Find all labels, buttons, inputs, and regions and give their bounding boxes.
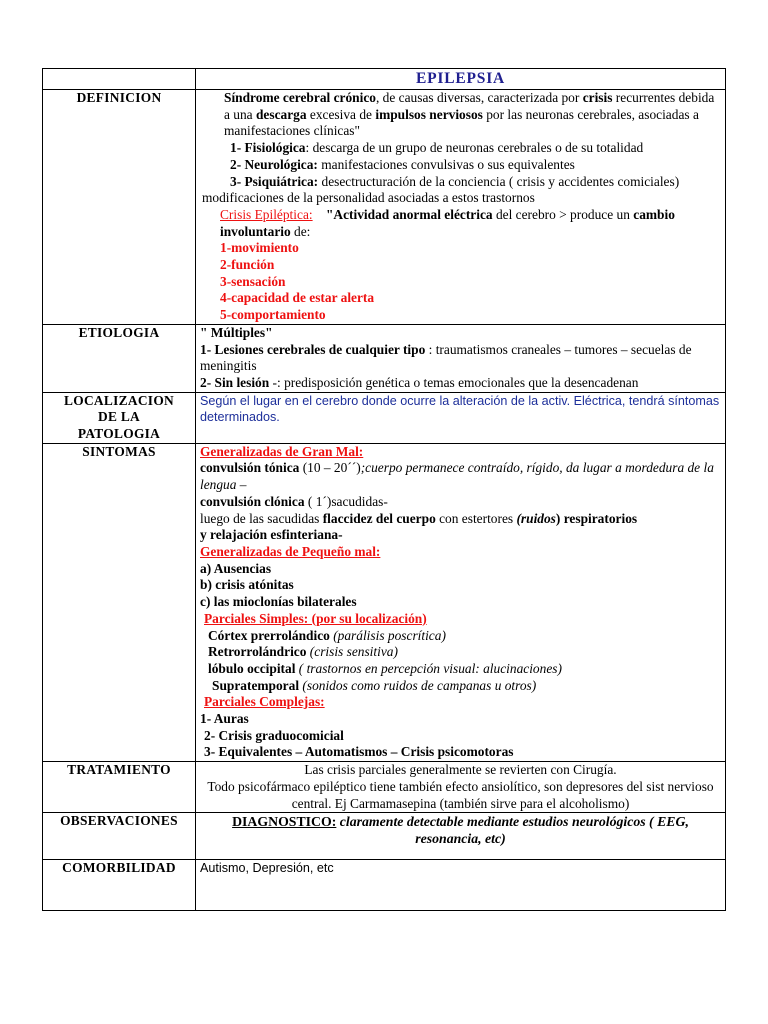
definicion-psiquiatrica — [202, 174, 719, 207]
parciales-simples-heading: Parciales Simples: (por su localización) — [204, 610, 427, 626]
crisis-items — [220, 240, 719, 324]
definicion-fisiologica — [224, 140, 719, 157]
crisis-epileptica-text: del cerebro > produce un — [492, 206, 634, 222]
etiologia-item-1-text: : traumatismos craneales – tumores – secuelas de meningitis — [200, 341, 692, 374]
tratamiento-label: TRATAMIENTO — [43, 762, 196, 813]
parcial-simple-desc: (sonidos como ruidos de campanas u otros) — [299, 677, 537, 693]
definicion-text: por las neuronas cerebrales, asociadas a manifestaciones clínicas" — [224, 106, 699, 139]
luego-text: con estertores — [435, 510, 517, 526]
localizacion-row — [43, 392, 726, 443]
definicion-paragraph — [224, 90, 719, 140]
observaciones-label: OBSERVACIONES — [43, 813, 196, 860]
neurologica-label: 2- Neurológica: — [230, 156, 318, 172]
document-title: EPILEPSIA — [415, 70, 506, 87]
parcial-compleja-item: 3- Equivalentes – Automatismos – Crisis psicomotoras — [204, 744, 514, 760]
luego-text: luego de las sacudidas — [200, 510, 323, 526]
definicion-text: recurrentes debida a una — [224, 90, 715, 122]
etiologia-row — [43, 324, 726, 392]
pequeno-mal-heading: Generalizadas de Pequeño mal: — [200, 543, 381, 559]
epilepsia-table — [42, 68, 726, 911]
crisis-item: 1-movimiento — [220, 240, 299, 256]
parcial-simple-label: Córtex prerrolándico — [208, 627, 330, 643]
localizacion-text: Según el lugar en el cerebro donde ocurre la alteración de la activ. Eléctrica, tendrá síntomas determinados. — [200, 393, 720, 425]
observaciones-row — [43, 813, 726, 860]
tratamiento-line-2: Todo psicofármaco epiléptico tiene también efecto ansiolítico, son depresores del sist nervioso central. Ej Carmamasepina (también sirve para el alcoholismo) — [207, 778, 714, 811]
parcial-simple-item — [200, 678, 721, 695]
comorbilidad-text: Autismo, Depresión, etc — [200, 861, 334, 876]
title-row-empty-cell — [43, 69, 196, 90]
gran-mal-heading: Generalizadas de Gran Mal: — [200, 443, 364, 459]
parcial-compleja-item: 2- Crisis graduocomicial — [204, 727, 344, 743]
definicion-row — [43, 90, 726, 325]
localizacion-label-line: DE LA — [97, 409, 141, 425]
parcial-simple-item — [200, 628, 721, 645]
tratamiento-content — [196, 762, 726, 813]
psiquiatrica-label: 3- Psiquiátrica: — [230, 173, 319, 189]
localizacion-label — [43, 392, 196, 443]
convulsion-tonica — [200, 460, 721, 493]
parcial-simple-label: Retrorrolándrico — [208, 644, 307, 660]
crisis-epileptica — [220, 207, 719, 240]
respiratorios: ) respiratorios — [555, 510, 638, 526]
definicion-content — [196, 90, 726, 325]
luego-sacudidas — [200, 511, 721, 528]
crisis-epileptica-label: Crisis Epiléptica: — [220, 206, 313, 222]
observaciones-content — [196, 813, 726, 860]
parcial-compleja-item: 1- Auras — [200, 711, 249, 727]
tratamiento-row — [43, 762, 726, 813]
definicion-crisis: crisis — [582, 90, 613, 105]
tratamiento-line-1: Las crisis parciales generalmente se revierten con Cirugía. — [304, 762, 617, 778]
pequeno-mal-item: c) las mioclonías bilaterales — [200, 594, 357, 610]
pequeno-mal-item: b) crisis atónitas — [200, 577, 294, 593]
comorbilidad-content — [196, 860, 726, 911]
relajacion: y relajación esfinteriana- — [200, 527, 343, 543]
fisiologica-text: : descarga de un grupo de neuronas cerebrales o de su totalidad — [305, 140, 644, 156]
etiologia-item-1 — [200, 342, 721, 375]
ruidos: (ruidos — [516, 510, 556, 526]
tonica-text: ;cuerpo permanece contraído, rígido, da lugar a mordedura de la lengua – — [200, 460, 714, 493]
localizacion-label-line: PATOLOGIA — [77, 426, 161, 442]
definicion-descarga: descarga — [255, 106, 307, 122]
crisis-epileptica-def: "Actividad anormal eléctrica — [326, 206, 493, 222]
tonica-time: (10 – 20´´) — [299, 460, 361, 476]
crisis-epileptica-text: de: — [290, 223, 311, 239]
localizacion-label-line: LOCALIZACION — [64, 392, 174, 408]
diagnostico-label: DIAGNOSTICO: — [232, 814, 337, 830]
neurologica-text: manifestaciones convulsivas o sus equivalentes — [317, 156, 575, 172]
pequeno-mal-item: a) Ausencias — [200, 560, 272, 576]
definicion-term: Síndrome cerebral crónico — [224, 90, 376, 105]
psiquiatrica-text: desectructuración de la conciencia ( crisis y accidentes comiciales) modificaciones de la personalidad asociadas a estos trastornos — [202, 173, 680, 206]
comorbilidad-label: COMORBILIDAD — [43, 860, 196, 911]
crisis-item: 4-capacidad de estar alerta — [220, 290, 375, 306]
clonica-label: convulsión clónica — [200, 493, 305, 509]
sintomas-label: SINTOMAS — [43, 443, 196, 761]
etiologia-item-1-label: 1- Lesiones cerebrales de cualquier tipo — [200, 341, 426, 357]
definicion-text: excesiva de — [306, 106, 376, 122]
sintomas-content — [196, 443, 726, 761]
parcial-simple-label: Supratemporal — [212, 677, 300, 693]
parcial-simple-item — [200, 644, 721, 661]
definicion-neurologica — [224, 157, 719, 174]
etiologia-item-2 — [200, 375, 721, 392]
etiologia-item-2-label: 2- Sin lesión — [200, 374, 270, 390]
localizacion-content — [196, 392, 726, 443]
title-row — [43, 69, 726, 90]
parcial-simple-desc: (crisis sensitiva) — [306, 644, 398, 660]
crisis-item: 2-función — [220, 257, 275, 273]
crisis-item: 3-sensación — [220, 273, 286, 289]
etiologia-multiples: " Múltiples" — [200, 324, 273, 340]
fisiologica-label: 1- Fisiológica — [230, 140, 306, 156]
crisis-cambio: cambio involuntario — [220, 206, 675, 239]
tonica-label: convulsión tónica — [200, 460, 300, 476]
comorbilidad-row — [43, 860, 726, 911]
convulsion-clonica — [200, 494, 721, 511]
parcial-simple-item — [200, 661, 721, 678]
etiologia-content — [196, 324, 726, 392]
diagnostico-text: claramente detectable mediante estudios neurológicos ( EEG, resonancia, etc) — [336, 814, 689, 847]
parcial-simple-label: lóbulo occipital — [208, 660, 296, 676]
definicion-label: DEFINICION — [43, 90, 196, 325]
etiologia-label: ETIOLOGIA — [43, 324, 196, 392]
diagnostico — [200, 813, 721, 847]
title-cell — [196, 69, 726, 90]
sintomas-row — [43, 443, 726, 761]
crisis-item: 5-comportamiento — [220, 307, 326, 323]
parcial-simple-desc: (parálisis poscrítica) — [329, 627, 446, 643]
etiologia-item-2-text: -: predisposición genética o temas emocionales que la desencadenan — [269, 374, 639, 390]
parciales-complejas-heading: Parciales Complejas: — [204, 694, 325, 710]
flaccidez: flaccidez del cuerpo — [322, 510, 436, 526]
definicion-impulsos: impulsos nerviosos — [375, 106, 483, 122]
parcial-simple-desc: ( trastornos en percepción visual: alucinaciones) — [295, 660, 562, 676]
clonica-text: ( 1´)sacudidas- — [304, 493, 388, 509]
definicion-text: , de causas diversas, caracterizada por — [375, 90, 583, 105]
